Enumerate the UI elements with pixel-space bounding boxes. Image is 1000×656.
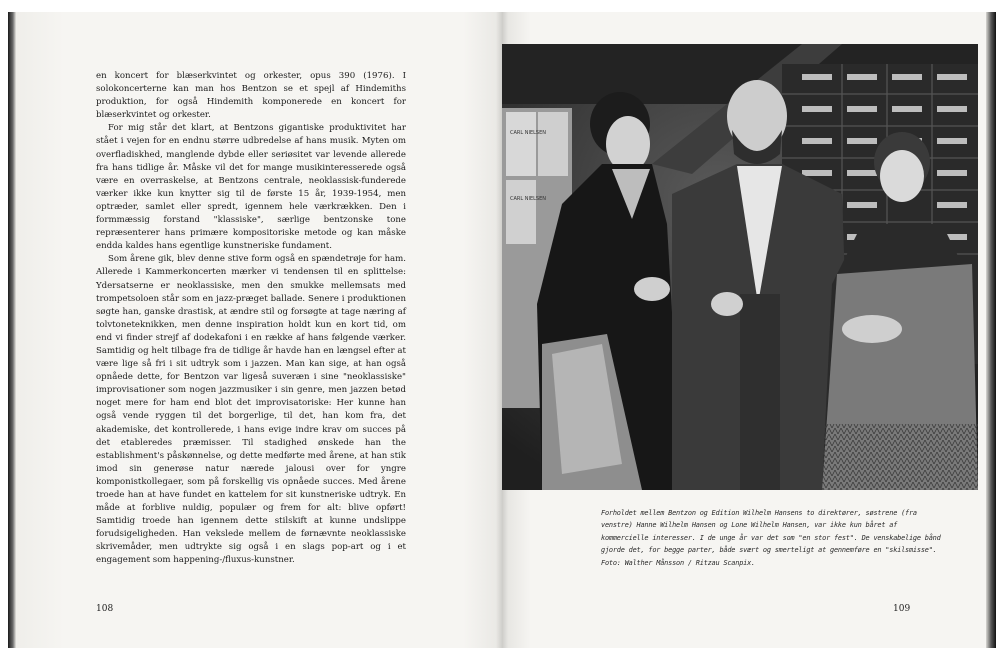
paragraph-2: For mig står det klart, at Bentzons gigantiske produktivitet har stået i vejen for en endnu større udbredelse af hans musik. Myten om overfladiskhed, manglende dybde eller seriøsitet var levende allerede fra hans tidlige år. Måske vil det for mange musikinteresserede også være en overraskelse, at Bentzons centrale, neoklassisk-funderede værker ikke kun knytter sig til de første 15 år, 1939-1954, men optræder, samlet eller spredt, igennem hele værkrækken. Den i formmæssig forstand "klassiske", særlige bentzonske tone repræsenterer hans primære kompositoriske metode og kan måske endda kaldes hans egentlige kunstneriske fundament. (96, 123, 406, 252)
book-edge-right (986, 12, 996, 648)
caption-line: venstre) Hanne Wilhelm Hansen og Lone Wilhelm Hansen, var ikke kun båret af (601, 521, 898, 530)
caption-line: Forholdet mellem Bentzon og Edition Wilhelm Hansens to direktører, søstrene (fra (601, 509, 917, 517)
shelf-label-1: CARL NIELSEN (510, 130, 546, 136)
paragraph-1: en koncert for blæserkvintet og orkester, opus 390 (1976). I solokoncerterne kan man hos Bentzon se et spejl af Hindemiths produktion, for også Hindemith komponerede en koncert for blæserkvintet og orkester. (96, 71, 406, 121)
photo-credit: Foto: Walther Månsson / Ritzau Scanpix. (601, 558, 755, 567)
book-edge-left (8, 12, 16, 648)
photo-bentzon-and-sisters (502, 44, 978, 490)
photo-illustration (502, 44, 978, 490)
page-number-left: 108 (96, 604, 114, 614)
shelf-label-2: CARL NIELSEN (510, 196, 546, 202)
photo-caption (601, 507, 941, 569)
paragraph-3: Som årene gik, blev denne stive form også en spændetrøje for ham. Allerede i Kammerkoncerten mærker vi tendensen til en splittelse: Ydersatserne er neoklassiske, men den smukke mellemsats med trompetsoloen står som en jazz-præget ballade. Senere i produktionen søgte han, ganske drastisk, at ændre stil og forsøgte at tage næring af tolvtoneteknikken, men denne inspiration holdt kun en kort tid, om end vi finder strejf af dodekafoni i en række af hans følgende værker. Samtidig og helt tilbage fra de tidlige år havde han en længsel efter at være lige så fri i sit udtryk som i jazzen. Man kan sige, at han også opnåede dette, for Bentzon var ligeså suveræn i sine "neoklassiske" improvisationer som nogen jazzmusiker i sin genre, men jazzen betød noget mere for ham end blot det improvisatoriske: Her kunne han også vende ryggen til det borgerlige, til det, han kom fra, det akademiske, det kontrollerede, i hans evige indre krav om succes på det etableredes præmisser. Til stadighed ønskede han the establishment's påskønnelse, og dette medførte med årene, at han stik imod sin generøse natur nærede jalousi over for yngre komponistkollegaer, som på forskellig vis opnåede succes. Med årene troede han at have fundet en kattelem for sit kunstneriske udtryk. En måde at forblive nuldig, populær og frem for alt: blive opført! Samtidig troede han igennem dette stilskift at kunne undslippe forudsigeligheden. Han vekslede mellem de førnævnte neoklassiske skrivemåder, men udtrykte sig også i en slags pop-art og i et engagement som happening-/fluxus-kunstner. (96, 254, 406, 566)
body-text (96, 70, 406, 568)
page-number-right: 109 (893, 604, 911, 614)
caption-line: gjorde det, for begge parter, både svært og smerteligt at gennemføre en "skilsmisse". (601, 546, 937, 555)
caption-line: kommercielle interesser. I de unge år var det som "en stor fest". De venskabelige bånd (601, 533, 941, 542)
